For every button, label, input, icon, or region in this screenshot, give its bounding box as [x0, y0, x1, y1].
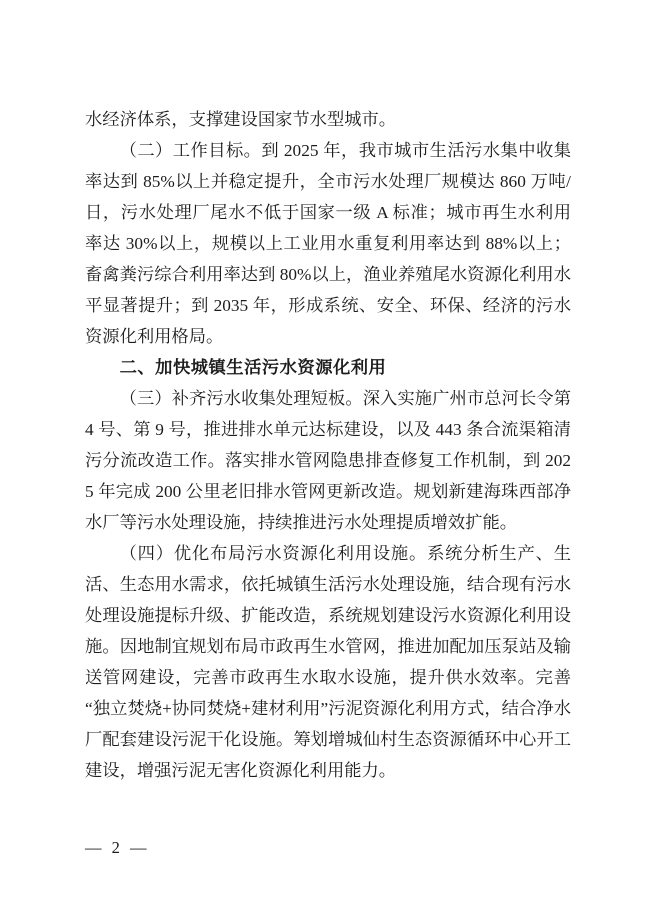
paragraph-work-goals [85, 135, 571, 352]
clause-label-2: （二）工作目标。 [119, 141, 262, 160]
clause-text-2: 到 2025 年，我市城市生活污水集中收集率达到 85%以上并稳定提升，全市污水处理厂规模达 860 万吨/日，污水处理厂尾水不低于国家一级 A 标准；城市再生水利用率达 30%以上，规模以上工业用水重复利用率达到 88%以上；畜禽粪污综合利用率达到 80%以上，渔业养殖尾水资源化利用水平显著提升；到 2035 年，形成系统、安全、环保、经济的污水资源化利用格局。 [85, 141, 571, 346]
clause-label-3: （三）补齐污水收集处理短板。 [119, 389, 363, 408]
paragraph-continuation: 水经济体系，支撑建设国家节水型城市。 [85, 110, 397, 129]
paragraph-facility-layout [85, 538, 571, 786]
paragraph-sewage-collection [85, 383, 571, 538]
clause-text-4: 系统分析生产、生活、生态用水需求，依托城镇生活污水处理设施，结合现有污水处理设施提标升级、扩能改造，系统规划建设污水资源化利用设施。因地制宜规划布局市政再生水管网，推进加配加压泵站及输送管网建设，完善市政再生水取水设施，提升供水效率。完善“独立焚烧+协同焚烧+建材利用”污泥资源化利用方式，结合净水厂配套建设污泥干化设施。筹划增城仙村生态资源循环中心开工建设，增强污泥无害化资源化利用能力。 [85, 544, 571, 780]
section-heading: 二、加快城镇生活污水资源化利用 [119, 357, 387, 377]
document-body [85, 104, 571, 786]
clause-label-4: （四）优化布局污水资源化利用设施。 [119, 544, 428, 563]
page-number: — 2 — [85, 838, 150, 857]
clause-text-3: 深入实施广州市总河长令第 4 号、第 9 号，推进排水单元达标建设，以及 443 条合流渠箱清污分流改造工作。落实排水管网隐患排查修复工作机制，到 2025 年完成 200 公里老旧排水管网更新改造。规划新建海珠西部净水厂等污水处理设施，持续推进污水处理提质增效扩能。 [85, 389, 571, 532]
